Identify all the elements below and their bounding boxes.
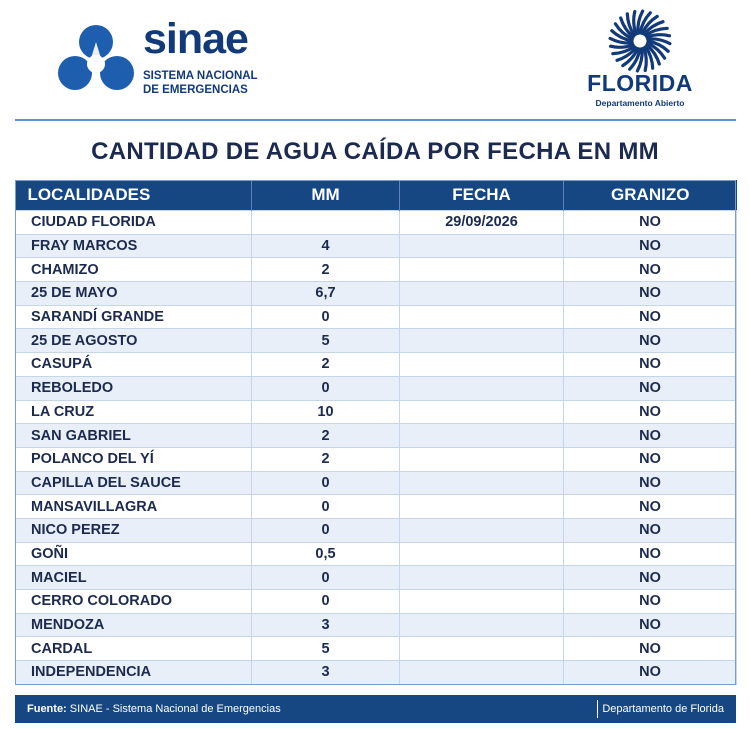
table-row [16,258,737,282]
cell-granizo: NO [564,542,737,566]
cell-localidad: INDEPENDENCIA [16,661,252,685]
cell-mm: 5 [252,329,400,353]
cell-fecha [400,542,564,566]
column-header-granizo: GRANIZO [564,180,737,211]
column-header-mm: MM [252,180,400,211]
cell-granizo: NO [564,211,737,235]
table-row [16,376,737,400]
cell-granizo: NO [564,376,737,400]
table-row [16,305,737,329]
cell-granizo: NO [564,590,737,614]
page-title: CANTIDAD DE AGUA CAÍDA POR FECHA EN MM [91,138,659,165]
cell-localidad: FRAY MARCOS [16,234,252,258]
footer-separator [597,700,598,718]
cell-mm: 0 [252,495,400,519]
sinae-wordmark: sinae [143,15,248,63]
cell-mm: 2 [252,258,400,282]
sun-ray [647,35,670,37]
cell-granizo: NO [564,613,737,637]
cell-fecha [400,305,564,329]
cell-fecha [400,282,564,306]
cell-localidad: CAPILLA DEL SAUCE [16,471,252,495]
cell-localidad: MENDOZA [16,613,252,637]
sun-ray [644,48,646,71]
cell-localidad: CIUDAD FLORIDA [16,211,252,235]
cell-localidad: MACIEL [16,566,252,590]
table-row [16,495,737,519]
cell-granizo: NO [564,518,737,542]
cell-localidad: POLANCO DEL YÍ [16,447,252,471]
table-row [16,542,737,566]
cell-fecha [400,566,564,590]
table-row [16,424,737,448]
sinae-subtitle-line1: SISTEMA NACIONAL [143,70,258,82]
sinae-subtitle-line2: DE EMERGENCIAS [143,84,248,96]
table-row [16,400,737,424]
header-divider [15,119,736,121]
cell-mm: 0 [252,376,400,400]
cell-granizo: NO [564,400,737,424]
cell-mm: 10 [252,400,400,424]
cell-localidad: CHAMIZO [16,258,252,282]
cell-mm: 3 [252,613,400,637]
cell-mm: 2 [252,353,400,377]
cell-granizo: NO [564,637,737,661]
cell-localidad: LA CRUZ [16,400,252,424]
table-row [16,661,737,685]
cell-granizo: NO [564,661,737,685]
cell-localidad: REBOLEDO [16,376,252,400]
cell-granizo: NO [564,305,737,329]
cell-granizo: NO [564,234,737,258]
cell-granizo: NO [564,495,737,519]
cell-localidad: 25 DE MAYO [16,282,252,306]
sun-ray [634,12,636,35]
table-row [16,329,737,353]
table-row [16,590,737,614]
table-row [16,353,737,377]
cell-granizo: NO [564,566,737,590]
column-header-localidades: LOCALIDADES [16,180,252,211]
cell-localidad: MANSAVILLAGRA [16,495,252,519]
table-row [16,234,737,258]
cell-localidad: CARDAL [16,637,252,661]
cell-mm: 2 [252,424,400,448]
footer-source-text: SINAE - Sistema Nacional de Emergencias [69,703,281,715]
table-row [16,447,737,471]
cell-localidad: SARANDÍ GRANDE [16,305,252,329]
table-row [16,518,737,542]
table-row [16,637,737,661]
cell-mm: 3 [252,661,400,685]
cell-localidad: CERRO COLORADO [16,590,252,614]
cell-mm: 0,5 [252,542,400,566]
cell-fecha [400,353,564,377]
cell-mm: 5 [252,637,400,661]
cell-fecha [400,637,564,661]
column-header-fecha: FECHA [400,180,564,211]
cell-localidad: 25 DE AGOSTO [16,329,252,353]
cell-mm: 0 [252,305,400,329]
florida-wordmark: FLORIDA [587,70,693,96]
rainfall-table [15,180,736,685]
cell-fecha [400,447,564,471]
cell-granizo: NO [564,424,737,448]
cell-mm: 2 [252,447,400,471]
cell-mm: 0 [252,590,400,614]
cell-mm: 0 [252,566,400,590]
cell-fecha [400,471,564,495]
cell-fecha [400,495,564,519]
florida-subtitle: Departamento Abierto [595,98,685,108]
cell-fecha [400,590,564,614]
cell-localidad: GOÑI [16,542,252,566]
table-header-row [16,180,737,211]
cell-fecha [400,518,564,542]
cell-granizo: NO [564,329,737,353]
table-row [16,282,737,306]
cell-mm: 0 [252,471,400,495]
cell-mm: 6,7 [252,282,400,306]
cell-granizo: NO [564,353,737,377]
cell-granizo: NO [564,282,737,306]
cell-fecha [400,234,564,258]
cell-fecha [400,258,564,282]
table-row [16,211,737,235]
cell-mm: 0 [252,518,400,542]
sun-ray [611,45,634,47]
cell-localidad: NICO PEREZ [16,518,252,542]
footer [15,695,736,723]
sinae-subtitle [143,69,258,97]
cell-fecha [400,613,564,637]
cell-localidad: CASUPÁ [16,353,252,377]
footer-source-label: Fuente: [27,703,67,715]
table-row [16,566,737,590]
cell-granizo: NO [564,258,737,282]
cell-mm: 4 [252,234,400,258]
cell-mm [252,211,400,235]
header [0,0,750,120]
cell-fecha: 29/09/2026 [400,211,564,235]
cell-fecha [400,329,564,353]
cell-localidad: SAN GABRIEL [16,424,252,448]
cell-fecha [400,376,564,400]
table-row [16,471,737,495]
cell-granizo: NO [564,447,737,471]
cell-fecha [400,424,564,448]
footer-department: Departamento de Florida [602,703,724,715]
table-row [16,613,737,637]
footer-source [27,703,281,715]
florida-sun-icon [598,8,682,74]
sinae-logo-icon [58,22,134,92]
cell-fecha [400,400,564,424]
cell-granizo: NO [564,471,737,495]
cell-fecha [400,661,564,685]
